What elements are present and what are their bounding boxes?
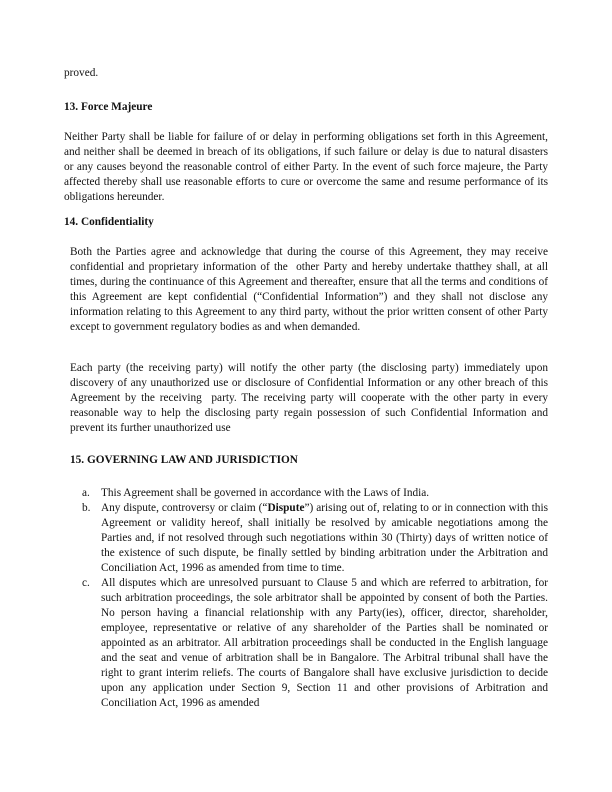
list-item-a (82, 486, 548, 501)
list-item-b-text (101, 501, 548, 576)
confidentiality-paragraph-2: Each party (the receiving party) will notify the other party (the disclosing party) immediately upon discovery of any unauthorized use or disclosure of Confidential Information or any other breach of this Agreement by the receiving party. The receiving party will cooperate with the other party in every reasonable way to help the disclosing party regain possession of such Confidential Information and prevent its further unauthorized use (70, 362, 548, 434)
list-item-b-text-post: ”) arising out of, relating to or in connection with this Agreement or validity hereof, shall initially be resolved by amicable negotiations among the Parties and, if not resolved through such negotiations within 30 (Thirty) days of written notice of the existence of such dispute, be finally settled by binding arbitration under the Arbitration and Conciliation Act, 1996 as amended from time to time. (101, 502, 548, 574)
list-item-c (82, 576, 548, 711)
section-heading-force-majeure: 13. Force Majeure (64, 101, 153, 113)
confidentiality-paragraph-1: Both the Parties agree and acknowledge that during the course of this Agreement, they may receive confidential and proprietary information of the other Party and hereby undertake thatthey shall, at all times, during the continuance of this Agreement and thereafter, ensure that all the terms and conditions of this Agreement are kept confidential (“Confidential Information”) and they shall not disclose any information relating to this Agreement to any third party, without the prior written consent of other Party except to government regulatory bodies as and when demanded. (70, 246, 548, 333)
list-item-b (82, 501, 548, 576)
list-marker-b: b. (82, 502, 91, 514)
list-marker-a: a. (82, 487, 90, 499)
list-marker-c: c. (82, 577, 90, 589)
list-item-c-text: All disputes which are unresolved pursuant to Clause 5 and which are referred to arbitration, for such arbitration proceedings, the sole arbitrator shall be appointed by consent of both the Parties. No person having a financial relationship with any Party(ies), officer, director, shareholder, employee, representative or relative of any shareholder of the Parties shall be nominated or appointed as an arbitrator. All arbitration proceedings shall be conducted in the English language and the seat and venue of arbitration shall be in Bangalore. The Arbitral tribunal shall have the right to grant interim reliefs. The courts of Bangalore shall have exclusive jurisdiction to decide upon any application under Section 9, Section 11 and other provisions of Arbitration and Conciliation Act, 1996 as amended (101, 577, 548, 709)
dispute-term: Dispute (267, 502, 305, 514)
section-heading-governing-law: 15. GOVERNING LAW AND JURISDICTION (70, 454, 298, 466)
governing-law-list (82, 486, 548, 711)
list-item-b-text-pre: Any dispute, controversy or claim (“ (101, 502, 268, 514)
section-heading-confidentiality: 14. Confidentiality (64, 216, 154, 228)
force-majeure-paragraph: Neither Party shall be liable for failure of or delay in performing obligations set forth in this Agreement, and neither shall be deemed in breach of its obligations, if such failure or delay is due to natural disasters or any causes beyond the reasonable control of either Party. In the event of such force majeure, the Party affected thereby shall use reasonable efforts to cure or overcome the same and resume performance of its obligations hereunder. (64, 131, 548, 203)
continuation-text: proved. (64, 67, 99, 79)
list-item-a-text: This Agreement shall be governed in accordance with the Laws of India. (101, 487, 430, 499)
